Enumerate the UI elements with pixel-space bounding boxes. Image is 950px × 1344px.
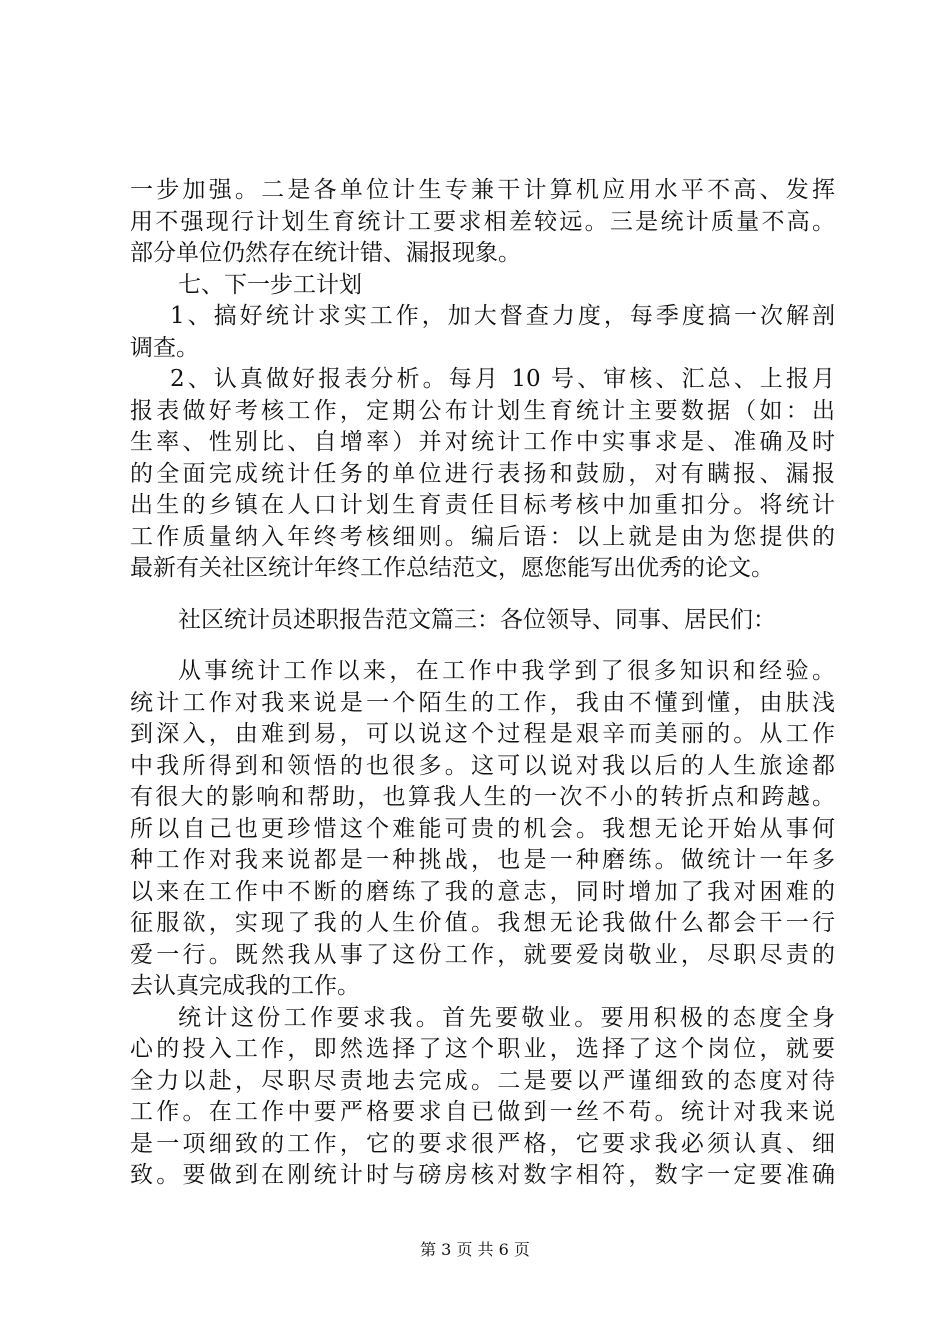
- text-line: 爱一行。既然我从事了这份工作，就要爱岗敬业，尽职尽责的: [130, 941, 835, 968]
- text-line: 工作。在工作中要严格要求自已做到一丝不苟。统计对我来说: [130, 1099, 835, 1125]
- document-body: [130, 175, 835, 1192]
- text-line: 部分单位仍然存在统计错、漏报现象。: [130, 240, 521, 266]
- text-line: 生率、性别比、自增率）并对统计工作中实事求是、准确及时: [130, 429, 835, 455]
- text-line: 调查。: [130, 334, 199, 361]
- text-line: 以来在工作中不断的磨练了我的意志，同时增加了我对困难的: [130, 878, 835, 905]
- text-line: 出生的乡镇在人口计划生育责任目标考核中加重扣分。将统计: [130, 492, 835, 518]
- text-line: 一步加强。二是各单位计生专兼干计算机应用水平不高、发挥: [130, 177, 835, 203]
- paragraph-gap: [130, 636, 835, 656]
- text-line: 统计工作对我来说是一个陌生的工作，我由不懂到懂，由肤浅: [130, 689, 835, 716]
- text-line: 1、搞好统计求实工作，加大督查力度，每季度搞一次解剖: [170, 303, 835, 329]
- text-line: 有很大的影响和帮助，也算我人生的一次不小的转折点和跨越。: [130, 784, 835, 810]
- text-line: 中我所得到和领悟的也很多。这可以说对我以后的人生旅途都: [130, 752, 835, 779]
- text-line: 去认真完成我的工作。: [130, 973, 360, 999]
- text-line: 征服欲，实现了我的人生价值。我想无论我做什么都会干一行: [130, 910, 835, 936]
- text-line: 致。要做到在刚统计时与磅房核对数字相符，数字一定要准确: [130, 1162, 835, 1188]
- page-number-footer: 第 3 页 共 6 页: [420, 1240, 530, 1259]
- text-line: 用不强现行计划生育统计工要求相差较远。三是统计质量不高。: [130, 208, 835, 235]
- paragraph: [130, 301, 835, 364]
- text-line: 全力以赴，尽职尽责地去完成。二是要以严谨细致的态度对待: [130, 1067, 835, 1094]
- text-line: 所以自己也更珍惜这个难能可贵的机会。我想无论开始从事何: [130, 815, 835, 842]
- section-heading: [130, 270, 835, 302]
- text-line: 2、认真做好报表分析。每月 10 号、审核、汇总、上报月: [170, 366, 835, 392]
- paragraph: [130, 364, 835, 585]
- text-line: 的全面完成统计任务的单位进行表扬和鼓励，对有瞒报、漏报: [130, 460, 835, 487]
- text-line: 最新有关社区统计年终工作总结范文，愿您能写出优秀的论文。: [130, 555, 774, 581]
- paragraph: [130, 1003, 835, 1192]
- text-line: 统计这份工作要求我。首先要敬业。要用积极的态度全身: [178, 1004, 835, 1031]
- text-line: 心的投入工作，即然选择了这个职业，选择了这个岗位，就要: [130, 1036, 835, 1062]
- text-line: 工作质量纳入年终考核细则。编后语：以上就是由为您提供的: [130, 523, 835, 550]
- section-heading: [130, 605, 835, 637]
- paragraph-gap: [130, 585, 835, 605]
- text-line: 报表做好考核工作，定期公布计划生育统计主要数据（如：出: [130, 397, 835, 424]
- text-line: 社区统计员述职报告范文篇三：各位领导、同事、居民们：: [178, 606, 776, 633]
- paragraph: [130, 175, 835, 270]
- text-line: 从事统计工作以来，在工作中我学到了很多知识和经验。: [178, 658, 835, 684]
- text-line: 种工作对我来说都是一种挑战，也是一种磨练。做统计一年多: [130, 847, 835, 873]
- paragraph: [130, 656, 835, 1003]
- text-line: 是一项细致的工作，它的要求很严格，它要求我必须认真、细: [130, 1130, 835, 1157]
- text-line: 七、下一步工计划: [178, 271, 362, 298]
- text-line: 到深入，由难到易，可以说这个过程是艰辛而美丽的。从工作: [130, 721, 835, 747]
